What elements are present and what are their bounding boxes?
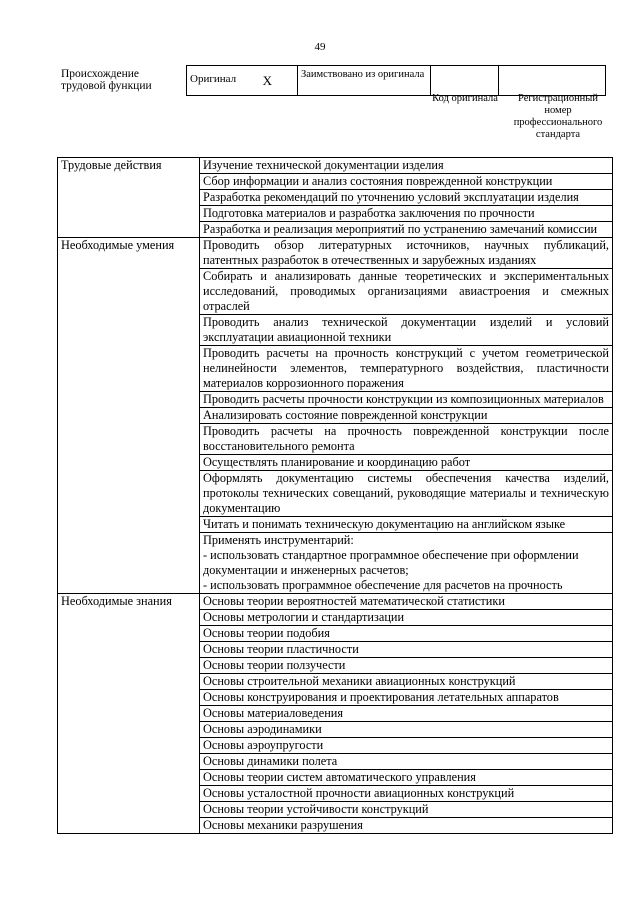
origin-original-cell bbox=[187, 66, 298, 96]
section-label-continuation bbox=[58, 786, 200, 802]
section-item: Основы конструирования и проектирования летательных аппаратов bbox=[200, 690, 613, 706]
section-item: Разработка и реализация мероприятий по устранению замечаний комиссии bbox=[200, 222, 613, 238]
table-row bbox=[58, 471, 613, 517]
table-row bbox=[58, 269, 613, 315]
table-row bbox=[58, 610, 613, 626]
table-row bbox=[58, 206, 613, 222]
section-item-line: - использовать программное обеспечение для расчетов на прочность bbox=[203, 578, 563, 592]
table-row bbox=[58, 424, 613, 455]
section-label-continuation bbox=[58, 722, 200, 738]
section-label-continuation bbox=[58, 770, 200, 786]
section-label-continuation bbox=[58, 315, 200, 346]
section-item-line: - использовать стандартное программное обеспечение при оформлении документации и инженерных расчетов; bbox=[203, 548, 579, 577]
table-row bbox=[58, 517, 613, 533]
table-row bbox=[58, 642, 613, 658]
page-number: 49 bbox=[314, 41, 326, 53]
section-label: Необходимые умения bbox=[58, 238, 200, 269]
section-item: Осуществлять планирование и координацию работ bbox=[200, 455, 613, 471]
section-item: Основы аэродинамики bbox=[200, 722, 613, 738]
section-item-intro: Применять инструментарий: bbox=[203, 533, 354, 547]
section-item: Проводить расчеты на прочность конструкций с учетом геометрической нелинейности элементов, температурного воздействия, пластичности материалов коррозионного поражения bbox=[200, 346, 613, 392]
section-item: Основы теории подобия bbox=[200, 626, 613, 642]
section-label-continuation bbox=[58, 706, 200, 722]
table-row bbox=[58, 722, 613, 738]
section-label-continuation bbox=[58, 610, 200, 626]
section-item: Оформлять документацию системы обеспечения качества изделий, протоколы технических совещаний, руководящие материалы и техническую документацию bbox=[200, 471, 613, 517]
section-item: Разработка рекомендаций по уточнению условий эксплуатации изделия bbox=[200, 190, 613, 206]
table-row bbox=[58, 658, 613, 674]
section-label-continuation bbox=[58, 455, 200, 471]
section-label-continuation bbox=[58, 738, 200, 754]
section-label: Необходимые знания bbox=[58, 594, 200, 610]
table-row bbox=[58, 392, 613, 408]
section-label-continuation bbox=[58, 690, 200, 706]
table-row bbox=[58, 738, 613, 754]
section-item: Проводить обзор литературных источников, научных публикаций, патентных разработок в отечественных и зарубежных изданиях bbox=[200, 238, 613, 269]
section-item: Основы механики разрушения bbox=[200, 818, 613, 834]
table-row bbox=[58, 770, 613, 786]
origin-table bbox=[186, 65, 606, 96]
section-label-continuation bbox=[58, 642, 200, 658]
section-item bbox=[200, 533, 613, 594]
section-label-continuation bbox=[58, 346, 200, 392]
table-row bbox=[58, 533, 613, 594]
section-item: Изучение технической документации изделия bbox=[200, 158, 613, 174]
origin-original-label: Оригинал bbox=[190, 72, 237, 85]
function-table bbox=[57, 157, 613, 834]
table-row bbox=[58, 455, 613, 471]
section-label-continuation bbox=[58, 754, 200, 770]
section-label-continuation bbox=[58, 674, 200, 690]
section-item: Проводить расчеты прочности конструкции из композиционных материалов bbox=[200, 392, 613, 408]
table-row bbox=[58, 626, 613, 642]
table-row bbox=[58, 786, 613, 802]
section-item: Проводить расчеты на прочность поврежденной конструкции после восстановительного ремонта bbox=[200, 424, 613, 455]
table-row bbox=[58, 818, 613, 834]
table-row bbox=[58, 238, 613, 269]
section-label: Трудовые действия bbox=[58, 158, 200, 174]
section-label-continuation bbox=[58, 533, 200, 594]
table-row bbox=[58, 190, 613, 206]
table-row bbox=[58, 222, 613, 238]
origin-reg-cell bbox=[499, 66, 606, 96]
table-row bbox=[58, 594, 613, 610]
section-item: Основы материаловедения bbox=[200, 706, 613, 722]
section-label-continuation bbox=[58, 408, 200, 424]
section-label-continuation bbox=[58, 517, 200, 533]
section-label-continuation bbox=[58, 471, 200, 517]
section-label-continuation bbox=[58, 392, 200, 408]
section-item: Основы теории пластичности bbox=[200, 642, 613, 658]
section-label-continuation bbox=[58, 174, 200, 190]
section-label-continuation bbox=[58, 206, 200, 222]
section-item: Основы метрологии и стандартизации bbox=[200, 610, 613, 626]
section-item: Сбор информации и анализ состояния поврежденной конструкции bbox=[200, 174, 613, 190]
section-label-continuation bbox=[58, 222, 200, 238]
section-item: Подготовка материалов и разработка заключения по прочности bbox=[200, 206, 613, 222]
section-label-continuation bbox=[58, 658, 200, 674]
section-item: Основы теории устойчивости конструкций bbox=[200, 802, 613, 818]
table-row bbox=[58, 802, 613, 818]
section-item: Основы аэроупругости bbox=[200, 738, 613, 754]
section-label-continuation bbox=[58, 818, 200, 834]
origin-reg-caption: Регистрационный номер профессионального стандарта bbox=[513, 93, 603, 140]
section-label-continuation bbox=[58, 626, 200, 642]
table-row bbox=[58, 158, 613, 174]
origin-code-cell bbox=[431, 66, 499, 96]
origin-code-caption: Код оригинала bbox=[432, 93, 498, 104]
origin-label: Происхождение трудовой функции bbox=[61, 68, 152, 92]
section-item: Проводить анализ технической документации изделий и условий эксплуатации авиационной техники bbox=[200, 315, 613, 346]
table-row bbox=[58, 706, 613, 722]
origin-borrowed-cell: Заимствовано из оригинала bbox=[298, 66, 431, 96]
section-item: Основы теории ползучести bbox=[200, 658, 613, 674]
section-label-continuation bbox=[58, 269, 200, 315]
section-item: Основы теории вероятностей математической статистики bbox=[200, 594, 613, 610]
table-row bbox=[58, 408, 613, 424]
origin-original-mark: X bbox=[262, 72, 272, 88]
section-item: Собирать и анализировать данные теоретических и экспериментальных исследований, проводимых организациями авиастроения и смежных отраслей bbox=[200, 269, 613, 315]
section-item: Читать и понимать техническую документацию на английском языке bbox=[200, 517, 613, 533]
table-row bbox=[58, 674, 613, 690]
section-label-continuation bbox=[58, 424, 200, 455]
table-row bbox=[58, 690, 613, 706]
table-row bbox=[58, 174, 613, 190]
table-row bbox=[58, 754, 613, 770]
section-item: Анализировать состояние поврежденной конструкции bbox=[200, 408, 613, 424]
table-row bbox=[58, 346, 613, 392]
section-item: Основы динамики полета bbox=[200, 754, 613, 770]
table-row bbox=[58, 315, 613, 346]
section-label-continuation bbox=[58, 190, 200, 206]
section-item: Основы строительной механики авиационных конструкций bbox=[200, 674, 613, 690]
section-label-continuation bbox=[58, 802, 200, 818]
section-item: Основы теории систем автоматического управления bbox=[200, 770, 613, 786]
section-item: Основы усталостной прочности авиационных конструкций bbox=[200, 786, 613, 802]
